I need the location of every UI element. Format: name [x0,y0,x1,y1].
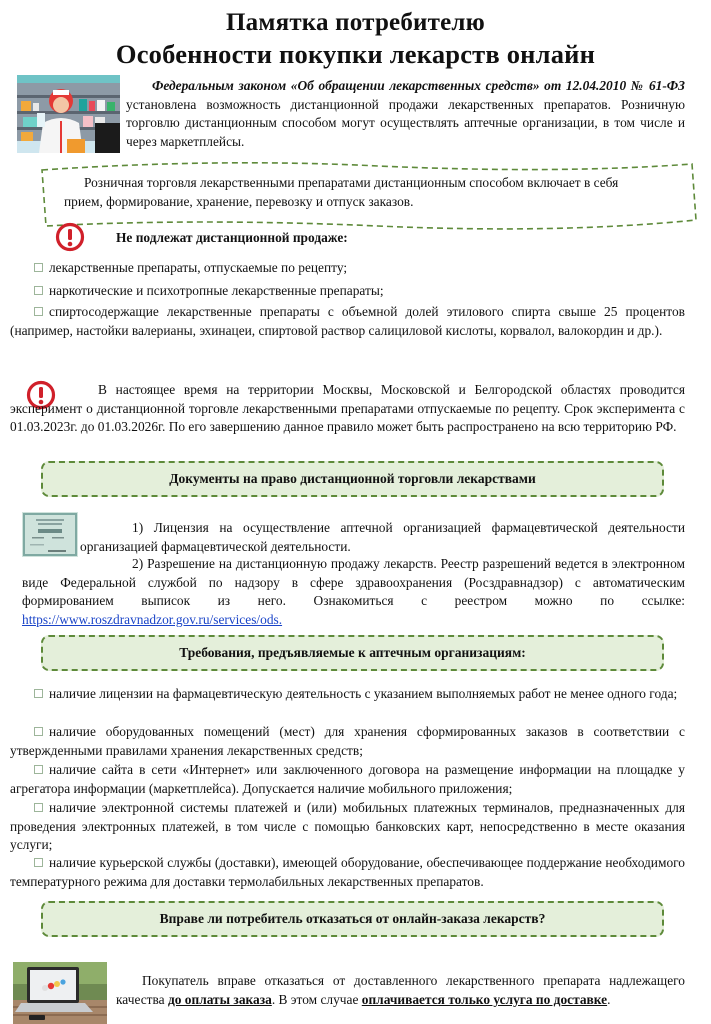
requirement-item-text: наличие электронной системы платежей и (или) мобильных платежных терминалов, предназначенных для проведения электронных платежей, в том числе с помощью банковских карт, непосредственно в месте оказания услуги; [10,800,685,852]
requirement-item-text: наличие курьерской службы (доставки), имеющей оборудование, обеспечивающее поддержание необходимого температурного режима для доставки термолабильных лекарственных препаратов. [10,855,685,889]
square-bullet-icon [34,689,43,698]
law-reference: Федеральным законом «Об обращении лекарственных средств» от 12.04.2010 № 61-ФЗ [152,78,685,93]
refusal-paragraph [116,972,685,1009]
laptop-image [13,962,107,1024]
refusal-heading: Вправе ли потребитель отказаться от онлайн-заказа лекарств? [159,910,546,926]
prohibited-item [10,303,685,340]
square-bullet-icon [34,858,43,867]
documents-heading-box [41,461,664,497]
square-bullet-icon [34,307,43,316]
square-bullet-icon [34,727,43,736]
square-bullet-icon [34,286,43,295]
prohibited-item-text: спиртосодержащие лекарственные препараты с объемной долей этилового спирта свыше 25 процентов (например, настойки валерианы, эхинацеи, спиртовой раствор салициловой кислоты, корвалол, валокордин и др.). [10,304,685,338]
intro-text: установлена возможность дистанционной продажи лекарственных препаратов. Розничную торговлю дистанционным способом могут осуществлять аптечные организации, в том числе и через маркетплейсы. [126,96,685,149]
requirement-item [10,799,685,855]
dashed-note-text: Розничная торговля лекарственными препаратами дистанционным способом включает в себя прием, формирование, хранение, перевозку и отпуск заказов. [64,175,619,209]
refusal-text: . [607,991,611,1007]
exclamation-circle-icon [55,222,85,252]
requirements-heading-box [41,635,664,671]
page-title: Памятка потребителю [226,9,485,36]
refusal-text: Покупатель вправе отказаться от доставленного лекарственного препарата надлежащего качества [116,973,685,1007]
pharmacist-illustration [17,75,120,153]
requirements-heading: Требования, предъявляемые к аптечным организациям: [179,644,526,660]
refusal-text: . В этом случае [271,991,362,1007]
requirement-item [10,723,685,760]
prohibited-item-text: наркотические и психотропные лекарственные препараты; [49,283,384,298]
documents-heading: Документы на право дистанционной торговли лекарствами [169,470,536,486]
intro-paragraph [126,77,685,151]
refusal-emphasis-before-payment: до оплаты заказа [167,991,272,1007]
refusal-emphasis-delivery-only: оплачивается только услуга по доставке [361,991,608,1007]
prohibited-heading: Не подлежат дистанционной продаже: [116,230,348,245]
document-item-2 [22,555,685,629]
square-bullet-icon [34,263,43,272]
roszdravnadzor-link[interactable]: https://www.roszdravnadzor.gov.ru/services/ods. [22,611,283,627]
prohibited-item-text: лекарственные препараты, отпускаемые по рецепту; [49,260,348,275]
experiment-paragraph: В настоящее время на территории Москвы, Московской и Белгородской областях проводится эксперимент о дистанционной торговле лекарственными препаратами отпускаемые по рецепту. Срок эксперимента с 01.03.2023г. до 01.03.2026г. По его завершению данное правило может быть распространено на всю территорию РФ. [10,382,685,434]
square-bullet-icon [34,765,43,774]
requirement-item [10,685,685,704]
requirement-item-text: наличие сайта в сети «Интернет» или заключенного договора на размещение информации на площадке у агрегатора информации (маркетплейса). Допускается наличие мобильного приложения; [10,762,685,796]
document-item-1: 1) Лицензия на осуществление аптечной организацией фармацевтической деятельности организацией фармацевтической деятельности. [80,520,685,554]
prohibited-item [10,259,685,278]
square-bullet-icon [34,803,43,812]
document-item-2-text: 2) Разрешение на дистанционную продажу лекарств. Реестр разрешений ведется в электронном виде Федеральной службой по надзору в сфере здравоохранения (Росздравнадзор) с автоматическим формированием выписок из него. Ознакомиться с реестром можно по ссылке: [22,556,685,608]
page-subtitle: Особенности покупки лекарств онлайн [115,39,596,69]
requirement-item [10,761,685,798]
requirement-item [10,854,685,891]
license-image [22,512,78,557]
refusal-heading-box [41,901,664,937]
requirement-item-text: наличие оборудованных помещений (мест) для хранения сформированных заказов в соответствии с утвержденными правилами хранения лекарственных средств; [10,724,685,758]
prohibited-item [10,282,685,301]
requirement-item-text: наличие лицензии на фармацевтическую деятельность с указанием выполняемых работ не менее одного года; [49,686,678,701]
